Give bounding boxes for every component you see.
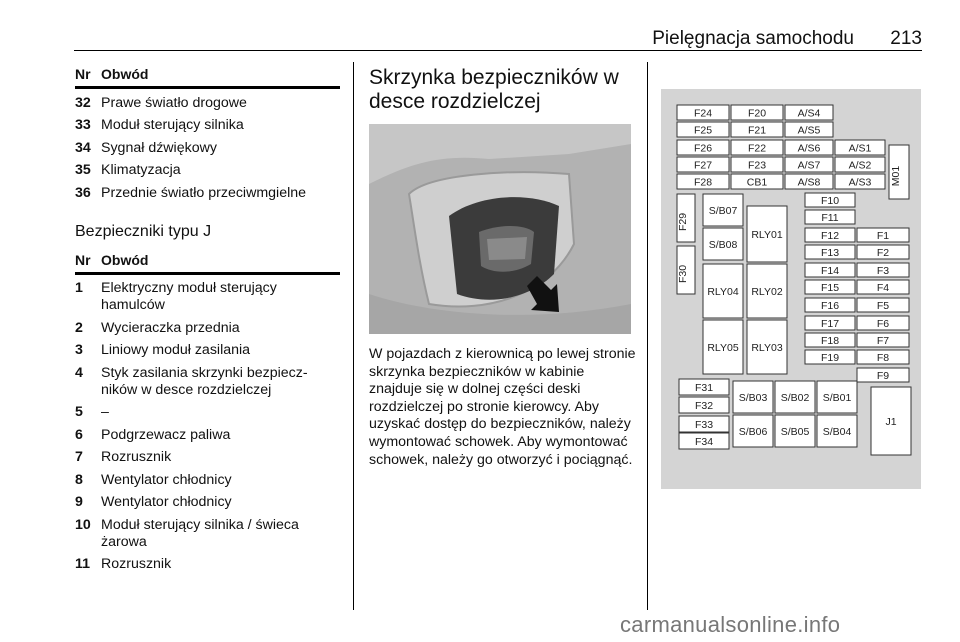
table-row bbox=[75, 117, 340, 134]
fuse-sb06 bbox=[733, 415, 773, 447]
fuse-f10 bbox=[805, 193, 855, 207]
row-number: 4 bbox=[75, 364, 83, 381]
fuse-f17 bbox=[805, 316, 855, 330]
table2-header bbox=[75, 252, 340, 275]
fuse-m01 bbox=[889, 145, 909, 199]
fuse-label: S/B05 bbox=[780, 426, 810, 438]
fuse-as1 bbox=[835, 140, 885, 155]
fuse-label: F10 bbox=[820, 195, 840, 207]
fuse-sb04 bbox=[817, 415, 857, 447]
fusebox-description-column bbox=[369, 66, 634, 114]
fuse-label: F12 bbox=[820, 230, 840, 242]
fuse-f18 bbox=[805, 333, 855, 347]
fuse-label: F26 bbox=[693, 142, 713, 155]
fuse-as4 bbox=[785, 105, 833, 120]
column-divider bbox=[353, 62, 354, 610]
fuse-label: CB1 bbox=[746, 176, 768, 189]
fuse-f30 bbox=[677, 246, 695, 294]
row-number: 5 bbox=[75, 404, 83, 420]
row-circuit: Liniowy moduł zasilania bbox=[101, 342, 251, 358]
fuse-label: A/S1 bbox=[848, 142, 872, 155]
fuse-label: F34 bbox=[694, 436, 714, 448]
row-circuit: Moduł sterujący silnika / świeca żarowa bbox=[101, 516, 299, 550]
fuse-label: F13 bbox=[820, 247, 840, 259]
fuse-label: A/S5 bbox=[797, 124, 821, 137]
fuse-as2 bbox=[835, 157, 885, 172]
fuse-f21 bbox=[731, 122, 783, 137]
fuse-label: S/B01 bbox=[822, 392, 852, 404]
fuse-label: F19 bbox=[820, 352, 840, 364]
fuse-label: RLY01 bbox=[751, 229, 783, 241]
fuse-label: F5 bbox=[876, 300, 890, 312]
fuse-f29 bbox=[677, 194, 695, 242]
row-circuit: Rozrusznik bbox=[101, 556, 172, 572]
table-row bbox=[75, 185, 340, 202]
fuse-as5 bbox=[785, 122, 833, 137]
fuse-as6 bbox=[785, 140, 833, 155]
fuse-tables-column bbox=[75, 66, 340, 573]
fuse-sb03 bbox=[733, 381, 773, 413]
fuse-f1 bbox=[857, 228, 909, 242]
fuse-label: F6 bbox=[876, 318, 890, 330]
row-circuit: Prawe światło drogowe bbox=[101, 94, 247, 111]
fuse-f6 bbox=[857, 316, 909, 330]
header-rule bbox=[74, 50, 922, 51]
fuse-f2 bbox=[857, 245, 909, 259]
row-number: 6 bbox=[75, 426, 83, 443]
table2-body bbox=[75, 280, 340, 573]
fuse-label: S/B07 bbox=[708, 205, 738, 217]
fuse-f5 bbox=[857, 298, 909, 312]
table-row bbox=[75, 494, 340, 511]
fuse-label: F28 bbox=[693, 176, 713, 189]
description-text: W pojazdach z kierownicą po lewej stronie skrzynka bezpieczników w kabinie znajduje się w dolnej części deski rozdzielczej po stronie kierowcy. Aby uzyskać dostęp do bezpieczników, należy wymontować schowek. Aby wymontować schowek, należy go otworzyć i pociągnąć. bbox=[369, 346, 636, 468]
fuse-label: A/S4 bbox=[797, 107, 821, 120]
fuse-label: F20 bbox=[747, 107, 767, 120]
row-number: 34 bbox=[75, 139, 91, 156]
row-circuit: – bbox=[101, 404, 109, 420]
fuse-f8 bbox=[857, 350, 909, 364]
row-circuit: Podgrzewacz paliwa bbox=[101, 426, 231, 443]
table-row bbox=[75, 320, 340, 337]
fuse-label: F30 bbox=[677, 264, 689, 284]
fuse-f9 bbox=[857, 368, 909, 382]
fuse-f33 bbox=[679, 416, 729, 432]
table-row bbox=[75, 404, 340, 421]
table-row bbox=[75, 162, 340, 179]
row-number: 10 bbox=[75, 516, 91, 533]
fuse-label: F14 bbox=[820, 265, 840, 277]
fuse-label: RLY05 bbox=[707, 342, 739, 354]
fuse-label: F22 bbox=[747, 142, 767, 155]
fuse-f25 bbox=[677, 122, 729, 137]
table-row bbox=[75, 556, 340, 573]
fuse-f12 bbox=[805, 228, 855, 242]
fuse-f15 bbox=[805, 280, 855, 294]
fuse-as8 bbox=[785, 174, 833, 189]
row-number: 9 bbox=[75, 494, 83, 510]
table-row bbox=[75, 427, 340, 444]
fuse-sb07 bbox=[703, 194, 743, 226]
fuse-label: F33 bbox=[694, 419, 714, 431]
fuse-rly01 bbox=[747, 206, 787, 262]
row-circuit: Wentylator chłodnicy bbox=[101, 494, 232, 510]
fuse-j1 bbox=[871, 387, 911, 455]
fuse-sb01 bbox=[817, 381, 857, 413]
fuse-f13 bbox=[805, 245, 855, 259]
fuse-label: S/B02 bbox=[780, 392, 810, 404]
fuse-label: S/B08 bbox=[708, 239, 738, 251]
fuse-label: F24 bbox=[693, 107, 713, 120]
row-circuit: Styk zasilania skrzynki bezpiecz-ników w desce rozdzielczej bbox=[101, 364, 308, 398]
fuse-cb1 bbox=[731, 174, 783, 189]
fuse-f19 bbox=[805, 350, 855, 364]
table1-body bbox=[75, 95, 340, 202]
fuse-label: F7 bbox=[876, 335, 890, 347]
row-circuit: Moduł sterujący silnika bbox=[101, 117, 244, 133]
fuse-label: F29 bbox=[677, 212, 689, 232]
fuse-f7 bbox=[857, 333, 909, 347]
watermark: carmanualsonline.info bbox=[620, 612, 841, 637]
row-circuit: Sygnał dźwiękowy bbox=[101, 139, 217, 156]
fuse-box-diagram bbox=[661, 89, 921, 489]
fuse-label: F11 bbox=[821, 212, 839, 224]
fuse-f16 bbox=[805, 298, 855, 312]
fuse-label: J1 bbox=[885, 416, 897, 428]
table-row bbox=[75, 95, 340, 112]
glovebox-photo bbox=[369, 124, 631, 334]
row-number: 11 bbox=[75, 556, 90, 572]
row-number: 35 bbox=[75, 162, 91, 178]
table-row bbox=[75, 140, 340, 157]
fuse-f27 bbox=[677, 157, 729, 172]
fuse-f23 bbox=[731, 157, 783, 172]
fuse-label: F17 bbox=[820, 318, 840, 330]
row-number: 3 bbox=[75, 342, 83, 358]
section-title bbox=[369, 66, 634, 114]
fuse-f3 bbox=[857, 263, 909, 277]
fuse-label: A/S7 bbox=[797, 159, 821, 172]
fuse-label: RLY02 bbox=[751, 286, 783, 298]
fuse-label: F31 bbox=[694, 382, 714, 394]
title-line: Skrzynka bezpieczników w bbox=[369, 66, 619, 89]
fuse-label: F32 bbox=[694, 400, 714, 412]
fuse-label: F15 bbox=[820, 282, 840, 294]
fuse-label: F18 bbox=[820, 335, 840, 347]
table-row bbox=[75, 517, 340, 551]
page-number: 213 bbox=[890, 28, 922, 49]
page-header bbox=[74, 28, 922, 48]
fuse-label: F2 bbox=[876, 247, 890, 259]
fuse-label: F16 bbox=[820, 300, 840, 312]
fuse-rly04 bbox=[703, 264, 743, 318]
fuse-f20 bbox=[731, 105, 783, 120]
fuse-f31 bbox=[679, 379, 729, 395]
title-line: desce rozdzielczej bbox=[369, 90, 541, 113]
fuse-sb08 bbox=[703, 228, 743, 260]
fuse-f4 bbox=[857, 280, 909, 294]
table-row bbox=[75, 365, 340, 399]
row-number: 32 bbox=[75, 94, 91, 111]
fuse-label: F9 bbox=[876, 370, 890, 382]
fuse-label: A/S2 bbox=[848, 159, 872, 172]
fuse-label: A/S3 bbox=[848, 176, 872, 189]
row-number: 7 bbox=[75, 449, 83, 465]
fuse-label: RLY04 bbox=[707, 286, 739, 298]
col-nr: Nr bbox=[75, 251, 91, 268]
fuse-label: F4 bbox=[876, 282, 890, 294]
row-number: 1 bbox=[75, 280, 83, 296]
fuse-as3 bbox=[835, 174, 885, 189]
fuse-rly03 bbox=[747, 320, 787, 374]
fuse-label: F1 bbox=[876, 230, 890, 242]
fuse-label: F21 bbox=[747, 124, 767, 137]
row-circuit: Przednie światło przeciwmgielne bbox=[101, 184, 307, 201]
row-circuit: Wentylator chłodnicy bbox=[101, 471, 232, 488]
header-title: Pielęgnacja samochodu bbox=[652, 28, 854, 49]
row-number: 36 bbox=[75, 184, 91, 201]
fuse-f32 bbox=[679, 397, 729, 413]
fuse-label: F23 bbox=[747, 159, 767, 172]
fuse-label: RLY03 bbox=[751, 342, 783, 354]
fuse-label: F25 bbox=[693, 124, 713, 137]
table1-header bbox=[75, 66, 340, 89]
table-row bbox=[75, 472, 340, 489]
fuse-label: F8 bbox=[876, 352, 890, 364]
col-circuit: Obwód bbox=[101, 251, 149, 268]
col-circuit: Obwód bbox=[101, 66, 149, 82]
col-nr: Nr bbox=[75, 66, 91, 82]
fuse-f14 bbox=[805, 263, 855, 277]
fuse-f22 bbox=[731, 140, 783, 155]
row-number: 2 bbox=[75, 319, 83, 336]
fuse-f28 bbox=[677, 174, 729, 189]
table-row bbox=[75, 280, 340, 314]
table-row bbox=[75, 449, 340, 466]
fuse-f11 bbox=[805, 210, 855, 224]
fuse-rly02 bbox=[747, 264, 787, 318]
row-circuit: Rozrusznik bbox=[101, 449, 172, 465]
row-circuit: Wycieraczka przednia bbox=[101, 319, 240, 336]
fuse-label: F27 bbox=[693, 159, 713, 172]
row-circuit: Klimatyzacja bbox=[101, 162, 181, 178]
column-divider bbox=[647, 62, 648, 610]
row-circuit: Elektryczny moduł sterujący hamulców bbox=[101, 280, 277, 313]
fuse-label: A/S6 bbox=[797, 142, 821, 155]
fuse-f26 bbox=[677, 140, 729, 155]
table-row bbox=[75, 342, 340, 359]
fuse-sb02 bbox=[775, 381, 815, 413]
fuse-sb05 bbox=[775, 415, 815, 447]
fuse-rly05 bbox=[703, 320, 743, 374]
fuse-label: M01 bbox=[890, 165, 902, 187]
row-number: 8 bbox=[75, 471, 83, 488]
section-title-j: Bezpieczniki typu J bbox=[75, 222, 212, 240]
row-number: 33 bbox=[75, 117, 91, 133]
fuse-label: S/B03 bbox=[738, 392, 768, 404]
fuse-label: S/B04 bbox=[822, 426, 852, 438]
fuse-f34 bbox=[679, 433, 729, 449]
fuse-label: A/S8 bbox=[797, 176, 821, 189]
fuse-label: F3 bbox=[876, 265, 890, 277]
fuse-as7 bbox=[785, 157, 833, 172]
fuse-f24 bbox=[677, 105, 729, 120]
fuse-label: S/B06 bbox=[738, 426, 768, 438]
